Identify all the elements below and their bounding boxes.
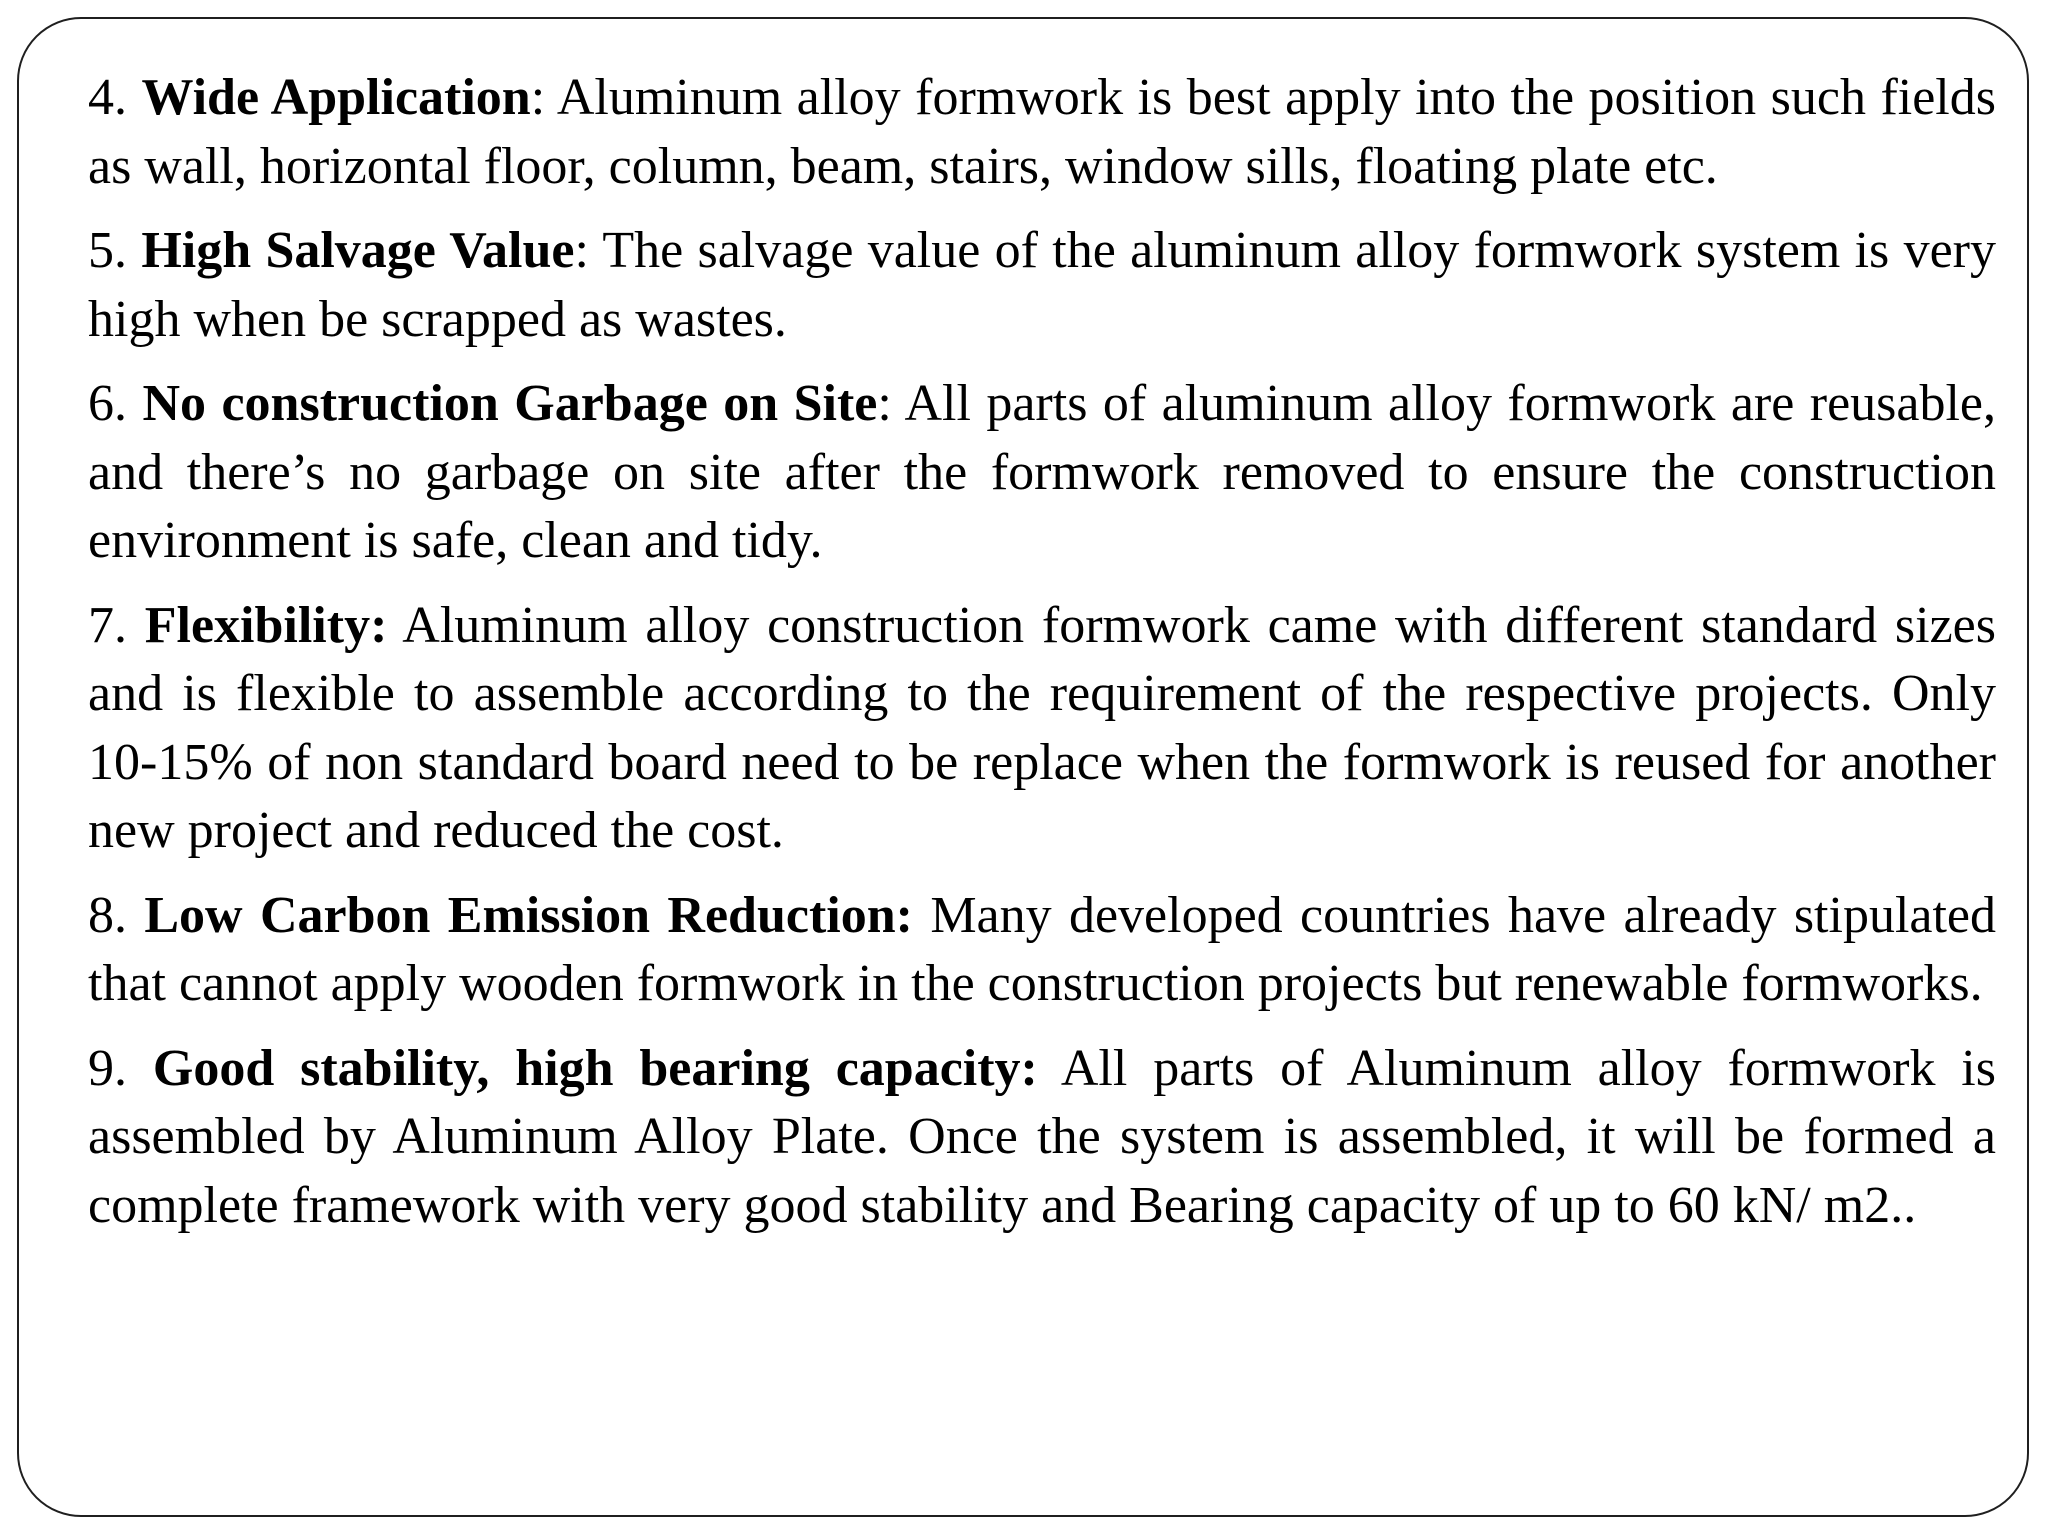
item-separator: : <box>877 375 905 432</box>
item-number: 8. <box>88 886 145 944</box>
item-number: 7. <box>88 596 145 654</box>
item-text: Many developed countries have already stipulated that cannot apply wooden formwork in the construction projects but renewable formworks. <box>88 886 1997 1012</box>
item-number: 6. <box>88 375 143 432</box>
list-item-high-salvage-value <box>88 217 1996 354</box>
item-separator: : <box>530 69 557 126</box>
item-text: All parts of Aluminum alloy formwork is assembled by Aluminum Alloy Plate. Once the system is assembled, it will be formed a complete framework with very good stability and Bearing capacity of up to 60 kN/ m2.. <box>88 1039 1996 1234</box>
item-separator: : <box>574 222 603 279</box>
item-number: 4. <box>88 69 142 126</box>
item-title: Flexibility: <box>144 596 388 654</box>
item-title: Good stability, high bearing capacity: <box>152 1039 1038 1097</box>
item-title: High Salvage Value <box>141 222 575 279</box>
item-title: Low Carbon Emission Reduction: <box>144 886 913 944</box>
item-title: Wide Application <box>141 69 531 126</box>
item-separator <box>913 887 930 944</box>
slide-content <box>88 64 1996 1256</box>
item-text: The salvage value of the aluminum alloy formwork system is very high when be scrapped as wastes. <box>88 222 1996 348</box>
list-item-low-carbon-emission <box>88 882 1996 1019</box>
list-item-wide-application <box>88 64 1996 201</box>
item-separator <box>387 597 402 654</box>
item-title: No construction Garbage on Site <box>142 375 878 432</box>
item-text: All parts of aluminum alloy formwork are reusable, and there’s no garbage on site after the formwork removed to ensure the construction environment is safe, clean and tidy. <box>88 375 1997 569</box>
list-item-flexibility <box>88 592 1996 866</box>
list-item-no-construction-garbage <box>88 370 1996 576</box>
item-number: 5. <box>88 222 142 279</box>
item-text: Aluminum alloy formwork is best apply into the position such fields as wall, horizontal floor, column, beam, stairs, window sills, floating plate etc. <box>88 69 1996 195</box>
item-text: Aluminum alloy construction formwork came with different standard sizes and is flexible to assemble according to the requirement of the respective projects. Only 10-15% of non standard board need to be replace when the formwork is reused for another new project and reduced the cost. <box>88 596 1997 859</box>
item-number: 9. <box>88 1039 153 1097</box>
item-separator <box>1038 1040 1061 1097</box>
list-item-good-stability <box>88 1035 1996 1241</box>
